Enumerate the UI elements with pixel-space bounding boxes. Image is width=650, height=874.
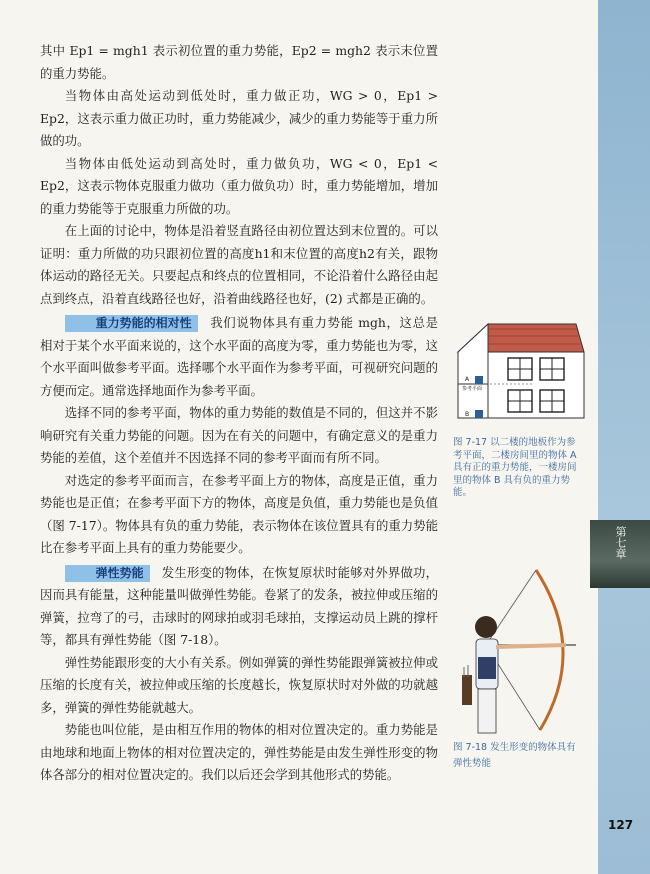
label-a: A: [465, 376, 470, 383]
paragraph-2: 当物体由高处运动到低处时，重力做正功，WG > 0，Ep1 > Ep2，这表示重力做正功时，重力势能减少，减少的重力势能等于重力所做的功。: [40, 88, 438, 148]
object-b: [475, 410, 483, 418]
paragraph-1: 其中 Ep1 = mgh1 表示初位置的重力势能，Ep2 = mgh2 表示末位置的重力势能。: [40, 43, 438, 81]
archer-figure: [448, 565, 586, 735]
page-number: 127: [608, 818, 634, 832]
paragraph-3: 当物体由低处运动到高处时，重力做负功，WG < 0，Ep1 < Ep2，这表示物体克服重力做功（重力做负功）时，重力势能增加，增加的重力势能等于克服重力所做的功。: [40, 155, 438, 216]
figure-7-17-caption: 图 7-17 以二楼的地板作为参考平面，二楼房间里的物体 A 具有正的重力势能，一楼房间里的物体 B 具有负的重力势能。: [453, 437, 577, 498]
figure-7-18-caption: 图 7-18 发生形变的物体具有弹性势能: [453, 742, 576, 769]
label-reference-plane: 参考平面: [462, 386, 483, 392]
page-edge-sidebar: [598, 0, 650, 874]
section-relativity-text: 我们说物体具有重力势能 mgh，这总是相对于某个水平面来说的，这个水平面的高度为零，重力势能也为零，这个水平面叫做参考平面。选择哪个水平面作为参考平面，可视研究问题的方便而定。通常选择地面作为参考平面。: [40, 315, 438, 398]
section-title-elastic: 弹性势能: [65, 565, 150, 582]
section-title-relativity: 重力势能的相对性: [65, 315, 198, 332]
main-text: [40, 40, 438, 787]
house-figure: [448, 318, 586, 428]
object-a: [475, 376, 483, 384]
paragraph-relativity-2: 选择不同的参考平面，物体的重力势能的数值是不同的，但这并不影响研究有关重力势能的问题。因为在有关的问题中，有确定意义的是重力势能的差值，这个差值并不因选择不同的参考平面而有所不同。: [40, 405, 438, 465]
paragraph-elastic-2: 弹性势能跟形变的大小有关系。例如弹簧的弹性势能跟弹簧被拉伸或压缩的长度有关，被拉伸或压缩的长度越长，恢复原状时对外做的功就越多，弹簧的弹性势能就越大。: [40, 654, 438, 715]
section-elastic-text: 发生形变的物体，在恢复原状时能够对外界做功，因而具有能量，这种能量叫做弹性势能。卷紧了的发条，被拉伸或压缩的弹簧，拉弯了的弓，击球时的网球拍或羽毛球拍，支撑运动员上跳的撑杆等，都具有弹性势能（图 7-18）。: [40, 564, 438, 647]
chapter-tab-label: 第七章: [614, 526, 627, 559]
section-relativity: [40, 312, 438, 402]
paragraph-relativity-3: 对选定的参考平面而言，在参考平面上方的物体，高度是正值，重力势能也是正值；在参考平面下方的物体，高度是负值，重力势能也是负值（图 7-17）。物体具有负的重力势能，表示物体在该位置具有的重力势能比在参考平面上具有的重力势能要少。: [40, 472, 438, 555]
section-elastic: [40, 562, 438, 652]
chapter-tab: [590, 520, 650, 588]
paragraph-4: 在上面的讨论中，物体是沿着竖直路径由初位置达到末位置的。可以证明：重力所做的功只跟初位置的高度h1和末位置的高度h2有关，跟物体运动的路径无关。只要起点和终点的位置相同，不论沿着什么路径由起点到终点，沿着直线路径也好，沿着曲线路径也好，(2) 式都是正确的。: [40, 223, 438, 306]
bow: [536, 570, 563, 730]
label-b: B: [465, 411, 470, 418]
paragraph-elastic-3: 势能也叫位能，是由相互作用的物体的相对位置决定的。重力势能是由地球和地面上物体的相对位置决定的，弹性势能是由发生弹性形变的物体各部分的相对位置决定的。我们以后还会学到其他形式的势能。: [40, 722, 438, 782]
